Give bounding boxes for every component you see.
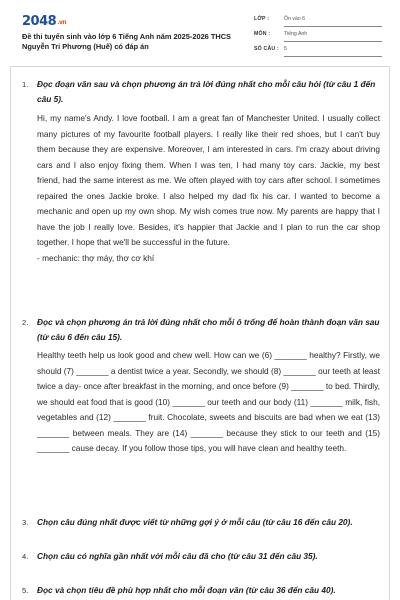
meta-row-class [254, 14, 382, 29]
meta-value: Ôn vào 6 [284, 16, 306, 22]
question-number: 1. [22, 80, 29, 89]
document-meta [254, 14, 382, 59]
vocabulary-note: - mechanic: thợ máy, thợ cơ khí [37, 252, 155, 263]
meta-row-subject [254, 29, 382, 44]
meta-row-question-count [254, 44, 382, 59]
meta-label: LỚP : [254, 16, 270, 22]
question-number: 2. [22, 318, 29, 327]
logo-text: 2048 [22, 14, 57, 29]
meta-underline [284, 41, 382, 42]
meta-value: Tiếng Anh [284, 31, 308, 37]
site-logo[interactable] [22, 14, 66, 29]
question-instruction: Đọc và chọn phương án trả lời đúng nhất cho mỗi ô trống để hoàn thành đoạn văn sau (từ câu 6 đến câu 15). [37, 317, 380, 342]
logo-suffix: .vn [57, 19, 67, 26]
question-instruction: Đọc và chọn tiêu đề phù hợp nhất cho mỗi đoạn văn (từ câu 36 đến câu 40). [37, 585, 336, 595]
question-instruction: Chọn câu có nghĩa gần nhất với mỗi câu đã cho (từ câu 31 đến câu 35). [37, 551, 318, 561]
question-number: 5. [22, 586, 29, 595]
question-instruction: Đọc đoạn văn sau và chọn phương án trả lời đúng nhất cho mỗi câu hỏi (từ câu 1 đến câu 5). [37, 79, 376, 104]
question-passage [37, 348, 380, 457]
question-instruction: Chọn câu đúng nhất được viết từ những gợi ý ở mỗi câu (từ câu 16 đến câu 20). [37, 517, 353, 527]
meta-label: MÔN : [254, 31, 271, 37]
question-passage [37, 111, 380, 266]
document-header [0, 0, 400, 66]
meta-underline [284, 56, 382, 57]
meta-value: 5 [284, 46, 287, 52]
question-number: 3. [22, 518, 29, 527]
passage-paragraph: Hi, my name's Andy. I love football. I am a great fan of Manchester United. I usually collect many pictures of my favourite football players. I really like their red shoes, but I can't buy them because they are expensive. Moreover, I am interested in cars. I'm crazy about driving cars and I also enjoy fixing them. When I was ten, I had many toy cars. Jackie, my best friend, had the same interest as me. We often played with toy cars after school. I sometimes repaired the ones Jackie broke. I also helped my dad fix his car. I wanted to become a mechanic and open up my own shop. My wish comes true now. My parents are happy that I have the job I really love. Besides, it's happier that Jackie and I plan to run the car shop together. I hope that we'll be successful in the future. [37, 113, 380, 247]
document-title: Đề thi tuyển sinh vào lớp 6 Tiếng Anh năm 2025-2026 THCS Nguyễn Tri Phương (Huế) có đáp án [22, 32, 231, 51]
meta-label: SỐ CÂU : [254, 46, 279, 52]
passage-paragraph: Healthy teeth help us look good and chew well. How can we (6) _______ healthy? Firstly, we should (7) _______ a dentist twice a year. Secondly, we should (8) _______ our teeth at least twice a day- once after breakfast in the morning, and once before (9) _______ to bed. Thirdly, we should eat food that is good (10) _______ our teeth and our body (11) _______ milk, fish, vegetables and (12) _______ fruit. Chocolate, sweets and biscuits are bad when we eat (13) _______ between meals. They are (14) _______ because they stick to our teeth and (15) _______ cause decay. If you follow those tips, you will have clean and healthy teeth. [37, 350, 380, 453]
meta-underline [284, 26, 382, 27]
question-number: 4. [22, 552, 29, 561]
